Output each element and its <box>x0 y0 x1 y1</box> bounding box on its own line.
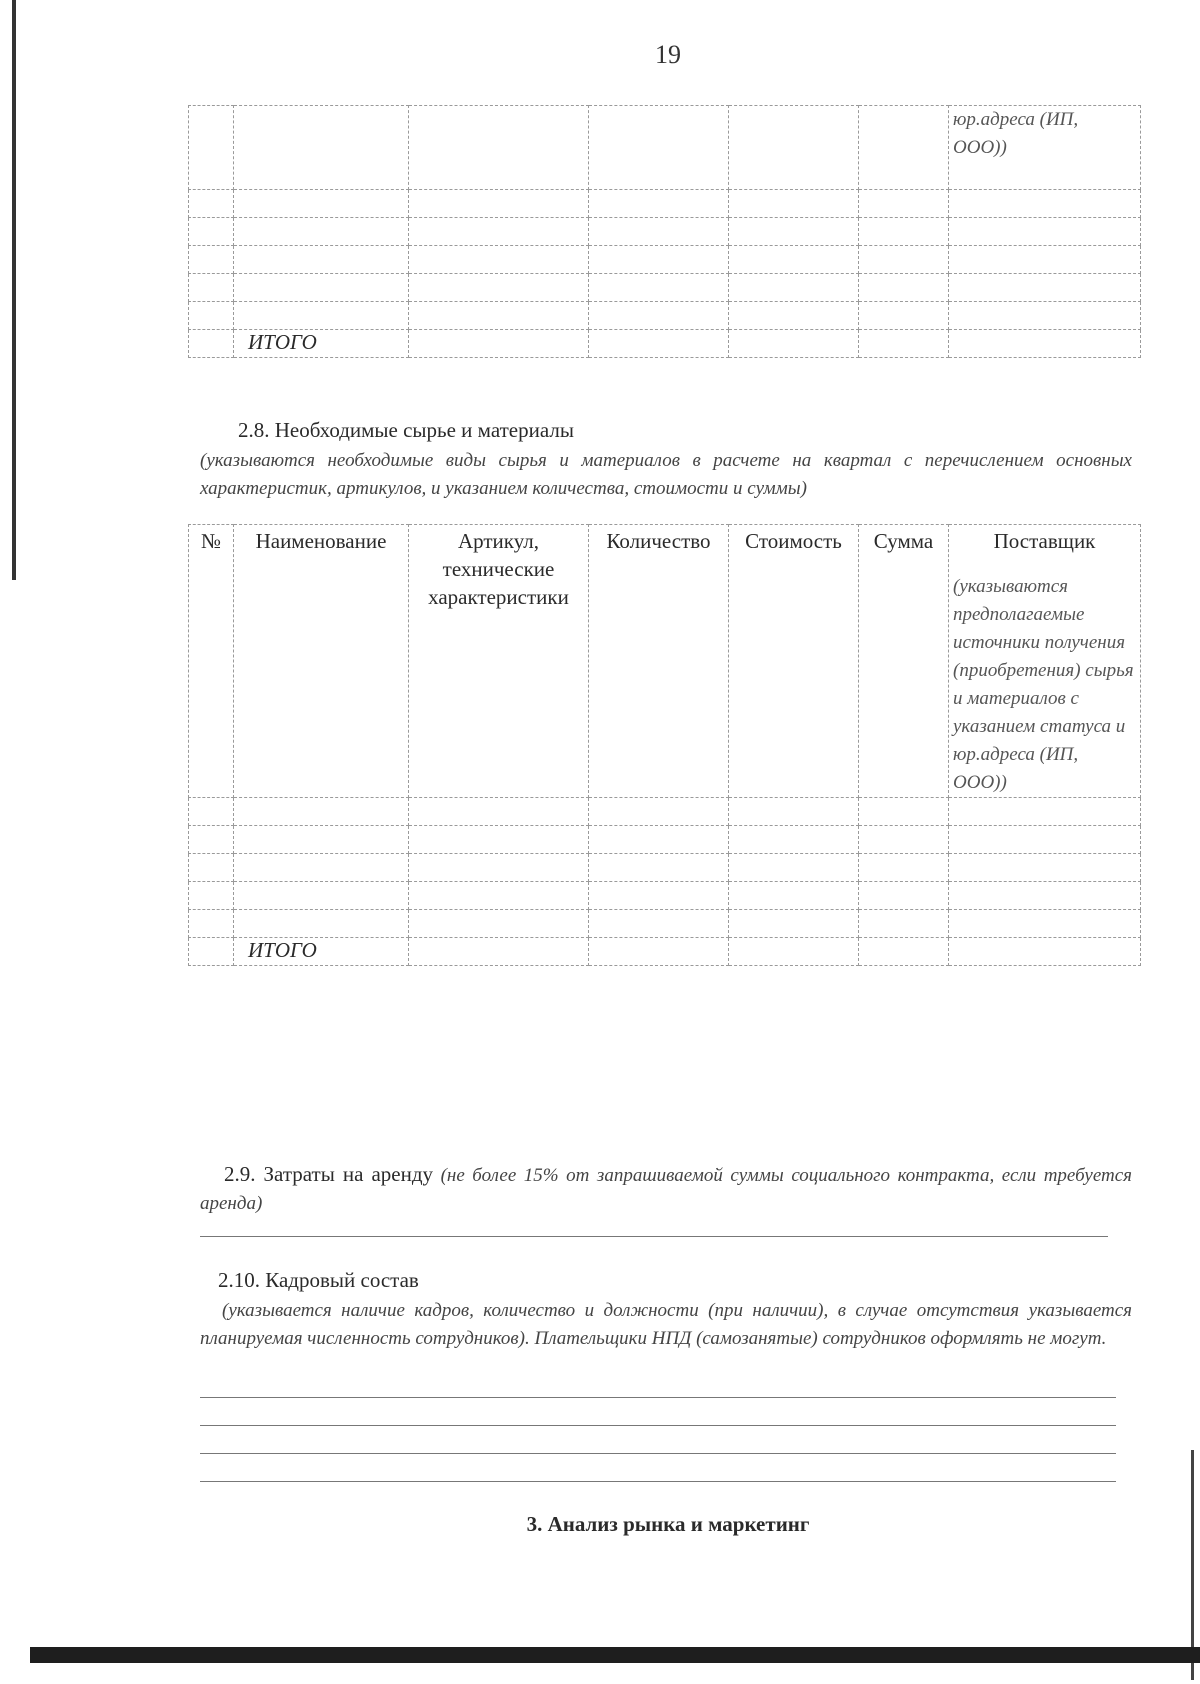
staff-answer-line-1 <box>200 1397 1116 1398</box>
total-row <box>189 938 1141 966</box>
col-article-header: Артикул, технические характеристики <box>409 525 589 798</box>
col-supplier-cell <box>949 525 1141 798</box>
materials-table-header <box>189 525 1141 798</box>
col-number-header: № <box>189 525 234 798</box>
equipment-table-continuation <box>188 105 1141 358</box>
scan-bar-bottom <box>30 1647 1200 1663</box>
scan-edge-right <box>1191 1450 1194 1680</box>
table-row <box>189 302 1141 330</box>
page-number: 19 <box>655 40 681 69</box>
col-cost-header: Стоимость <box>729 525 859 798</box>
table-row <box>189 882 1141 910</box>
table-row <box>189 854 1141 882</box>
section-2-8-note: (указываются необходимые виды сырья и материалов в расчете на квартал с перечислением основных характеристик, артикулов, и указанием количества, стоимости и суммы) <box>200 450 1132 499</box>
section-2-9-paragraph <box>200 1160 1132 1218</box>
col-sum-header: Сумма <box>859 525 949 798</box>
table-row <box>189 218 1141 246</box>
scan-edge-left <box>12 0 16 580</box>
table-row <box>189 190 1141 218</box>
table-row <box>189 910 1141 938</box>
col-name-header: Наименование <box>234 525 409 798</box>
materials-table <box>188 524 1141 966</box>
col-supplier-header: Поставщик <box>993 529 1096 553</box>
section-2-10-note: (указывается наличие кадров, количество и должности (при наличии), в случае отсутствия указывается планируемая численность сотрудников). Плательщики НПД (самозанятые) сотрудников оформлять не могут. <box>200 1300 1132 1349</box>
section-2-8-title: 2.8. Необходимые сырье и материалы <box>238 418 574 442</box>
section-2-10-title: 2.10. Кадровый состав <box>218 1268 419 1292</box>
rent-answer-line <box>200 1236 1108 1237</box>
staff-answer-line-2 <box>200 1425 1116 1426</box>
table-row <box>189 106 1141 190</box>
total-label: ИТОГО <box>234 938 409 966</box>
staff-answer-line-4 <box>200 1481 1116 1482</box>
staff-answer-line-3 <box>200 1453 1116 1454</box>
table-row <box>189 826 1141 854</box>
supplier-note: (указываются предполагаемые источники получения (приобретения) сырья и материалов с указанием статуса и юр.адреса (ИП, ООО)) <box>953 576 1134 793</box>
section-2-9-title: 2.9. Затраты на аренду <box>224 1162 434 1186</box>
section-2-9-note: (не более 15% от запрашиваемой суммы социального контракта, если требуется аренда) <box>200 1165 1133 1214</box>
total-label: ИТОГО <box>234 330 409 358</box>
table-row <box>189 246 1141 274</box>
col-quantity-header: Количество <box>589 525 729 798</box>
table-row <box>189 798 1141 826</box>
section-3-title: 3. Анализ рынка и маркетинг <box>526 1512 810 1536</box>
total-row <box>189 330 1141 358</box>
table-row <box>189 274 1141 302</box>
supplier-note-tail: юр.адреса (ИП, ООО)) <box>949 106 1141 190</box>
